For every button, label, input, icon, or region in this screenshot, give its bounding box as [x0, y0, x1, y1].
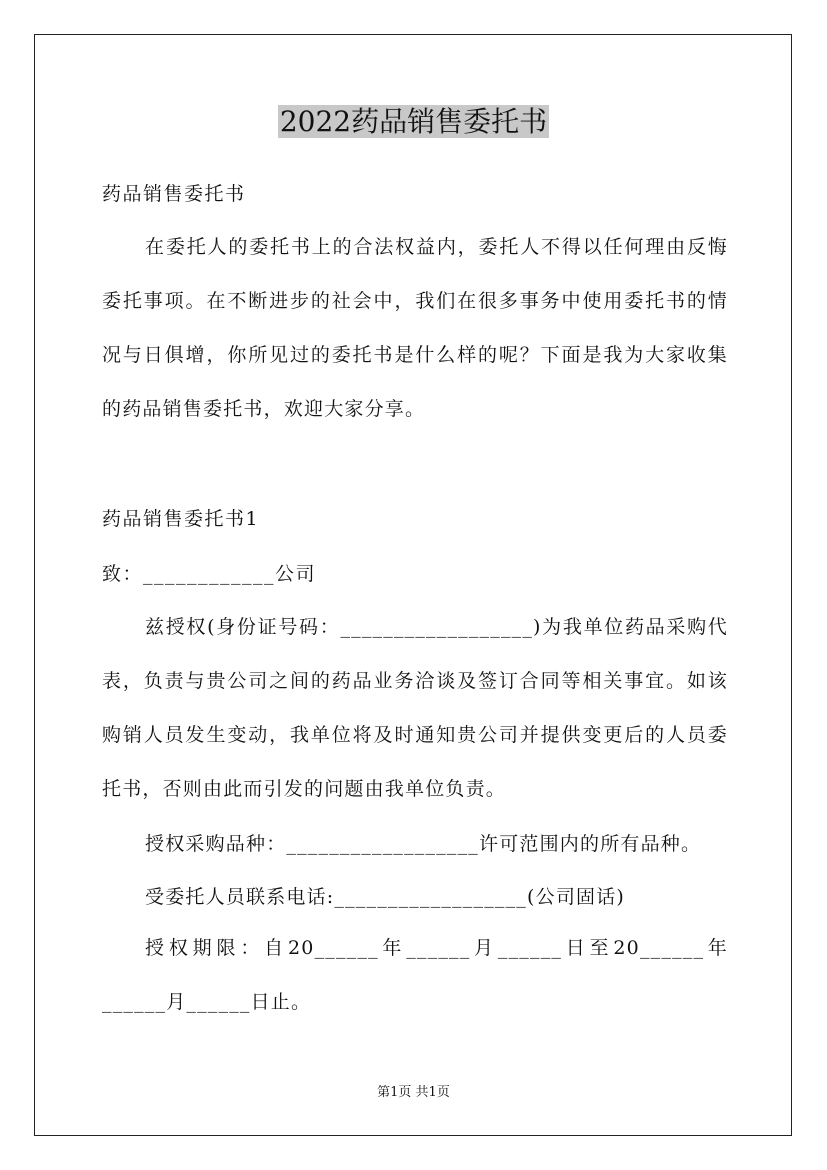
page-footer: 第1页 共1页 [377, 1085, 450, 1100]
authorization-paragraph: 兹授权(身份证号码：__________________)为我单位药品采购代表，负责与贵公司之间的药品业务洽谈及签订合同等相关事宜。如该购销人员发生变动，我单位将及时通知贵公司并提供变更后的人员委托书，否则由此而引发的问题由我单位负责。 [102, 616, 728, 800]
varieties-line: 授权采购品种：__________________许可范围内的所有品种。 [145, 833, 702, 855]
document-title-text: 2022药品销售委托书 [279, 105, 548, 138]
document-title [0, 102, 827, 142]
period-paragraph: 授权期限：自20______年______月______日至20______年______月______日止。 [102, 937, 728, 1013]
document-subtitle: 药品销售委托书 [102, 183, 246, 205]
to-line: 致：____________公司 [102, 563, 317, 585]
intro-paragraph: 在委托人的委托书上的合法权益内，委托人不得以任何理由反悔委托事项。在不断进步的社会中，我们在很多事务中使用委托书的情况与日俱增，你所见过的委托书是什么样的呢？下面是我为大家收集的药品销售委托书，欢迎大家分享。 [102, 236, 728, 420]
section-heading: 药品销售委托书1 [102, 508, 260, 530]
phone-line: 受委托人员联系电话:__________________(公司固话) [145, 886, 626, 908]
